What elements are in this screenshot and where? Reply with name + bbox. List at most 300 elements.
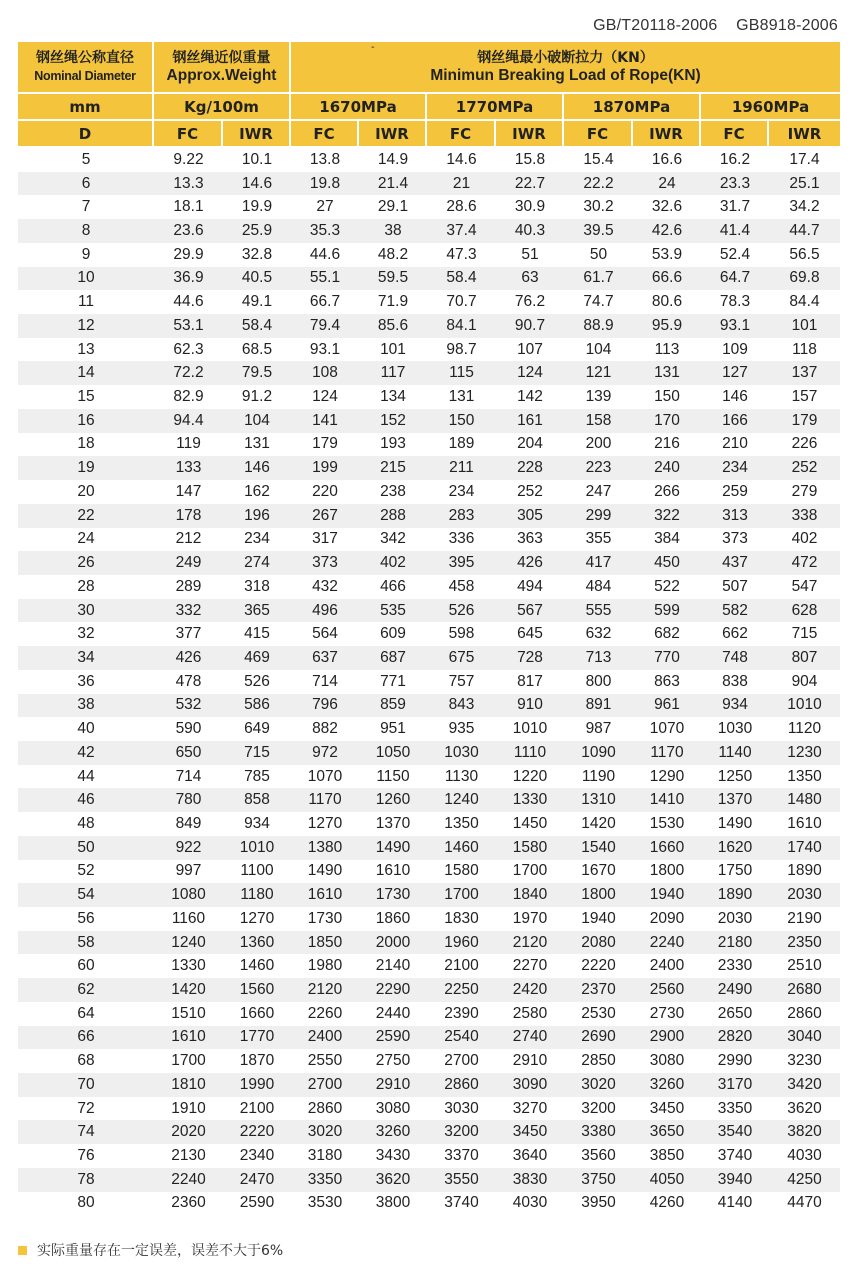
- value-cell: 3430: [359, 1144, 427, 1168]
- table-row: [18, 622, 840, 646]
- table-row: [18, 1168, 840, 1192]
- value-cell: 47.3: [427, 243, 496, 267]
- value-cell: 535: [359, 599, 427, 623]
- value-cell: 139: [564, 385, 633, 409]
- value-cell: 283: [427, 504, 496, 528]
- value-cell: 1730: [359, 883, 427, 907]
- value-cell: 137: [769, 361, 840, 385]
- value-cell: 238: [359, 480, 427, 504]
- value-cell: 1270: [223, 907, 291, 931]
- value-cell: 2220: [223, 1120, 291, 1144]
- value-cell: 94.4: [154, 409, 223, 433]
- value-cell: 3020: [564, 1073, 633, 1097]
- table-row: [18, 717, 840, 741]
- value-cell: 32.6: [633, 195, 701, 219]
- table-row: [18, 504, 840, 528]
- value-cell: 131: [427, 385, 496, 409]
- diameter-cell: 36: [18, 670, 154, 694]
- value-cell: 146: [223, 456, 291, 480]
- value-cell: 494: [496, 575, 564, 599]
- value-cell: 234: [223, 528, 291, 552]
- value-cell: 25.1: [769, 172, 840, 196]
- value-cell: 1240: [154, 931, 223, 955]
- value-cell: 1250: [701, 765, 769, 789]
- header-grade: 1870MPa: [564, 94, 701, 121]
- value-cell: 79.5: [223, 361, 291, 385]
- header-row-units: [18, 94, 840, 121]
- value-cell: 662: [701, 622, 769, 646]
- value-cell: 1990: [223, 1073, 291, 1097]
- header-diameter-cn: 钢丝绳公称直径: [36, 50, 134, 66]
- diameter-cell: 62: [18, 978, 154, 1002]
- value-cell: 53.9: [633, 243, 701, 267]
- value-cell: 757: [427, 670, 496, 694]
- value-cell: 166: [701, 409, 769, 433]
- table-row: [18, 978, 840, 1002]
- value-cell: 322: [633, 504, 701, 528]
- value-cell: 2820: [701, 1026, 769, 1050]
- value-cell: 1530: [633, 812, 701, 836]
- diameter-cell: 78: [18, 1168, 154, 1192]
- value-cell: 4030: [496, 1192, 564, 1216]
- value-cell: 2700: [291, 1073, 359, 1097]
- value-cell: 161: [496, 409, 564, 433]
- diameter-cell: 32: [18, 622, 154, 646]
- value-cell: 3030: [427, 1097, 496, 1121]
- value-cell: 22.2: [564, 172, 633, 196]
- value-cell: 2100: [427, 954, 496, 978]
- table-row: [18, 148, 840, 172]
- table-row: [18, 575, 840, 599]
- value-cell: 849: [154, 812, 223, 836]
- value-cell: 770: [633, 646, 701, 670]
- value-cell: 2510: [769, 954, 840, 978]
- value-cell: 58.4: [427, 267, 496, 291]
- value-cell: 332: [154, 599, 223, 623]
- value-cell: 951: [359, 717, 427, 741]
- value-cell: 1890: [769, 860, 840, 884]
- value-cell: 1460: [223, 954, 291, 978]
- value-cell: 2140: [359, 954, 427, 978]
- value-cell: 800: [564, 670, 633, 694]
- value-cell: 1460: [427, 836, 496, 860]
- value-cell: 146: [701, 385, 769, 409]
- value-cell: 363: [496, 528, 564, 552]
- header-unit-mm: mm: [18, 94, 154, 121]
- value-cell: 2130: [154, 1144, 223, 1168]
- diameter-cell: 8: [18, 219, 154, 243]
- value-cell: 44.6: [154, 290, 223, 314]
- value-cell: 1150: [359, 765, 427, 789]
- value-cell: 240: [633, 456, 701, 480]
- value-cell: 91.2: [223, 385, 291, 409]
- value-cell: 4140: [701, 1192, 769, 1216]
- value-cell: 935: [427, 717, 496, 741]
- diameter-cell: 44: [18, 765, 154, 789]
- value-cell: 133: [154, 456, 223, 480]
- value-cell: 2750: [359, 1049, 427, 1073]
- value-cell: 2550: [291, 1049, 359, 1073]
- value-cell: 2540: [427, 1026, 496, 1050]
- value-cell: 586: [223, 694, 291, 718]
- value-cell: 223: [564, 456, 633, 480]
- value-cell: 158: [564, 409, 633, 433]
- value-cell: 3820: [769, 1120, 840, 1144]
- value-cell: 101: [769, 314, 840, 338]
- value-cell: 150: [633, 385, 701, 409]
- value-cell: 19.9: [223, 195, 291, 219]
- value-cell: 193: [359, 433, 427, 457]
- value-cell: 934: [223, 812, 291, 836]
- diameter-cell: 6: [18, 172, 154, 196]
- value-cell: 1030: [427, 741, 496, 765]
- value-cell: 109: [701, 338, 769, 362]
- value-cell: 3740: [427, 1192, 496, 1216]
- value-cell: 1160: [154, 907, 223, 931]
- value-cell: 365: [223, 599, 291, 623]
- note-bullet-icon: [18, 1246, 27, 1255]
- value-cell: 532: [154, 694, 223, 718]
- value-cell: 313: [701, 504, 769, 528]
- value-cell: 590: [154, 717, 223, 741]
- value-cell: 1490: [359, 836, 427, 860]
- value-cell: 1610: [291, 883, 359, 907]
- value-cell: 458: [427, 575, 496, 599]
- value-cell: 1100: [223, 860, 291, 884]
- value-cell: 64.7: [701, 267, 769, 291]
- value-cell: 317: [291, 528, 359, 552]
- value-cell: 299: [564, 504, 633, 528]
- value-cell: 934: [701, 694, 769, 718]
- header-col-fc: FC: [427, 121, 496, 148]
- value-cell: 2700: [427, 1049, 496, 1073]
- table-row: [18, 694, 840, 718]
- value-cell: 16.2: [701, 148, 769, 172]
- value-cell: 178: [154, 504, 223, 528]
- value-cell: 1410: [633, 788, 701, 812]
- value-cell: 279: [769, 480, 840, 504]
- diameter-cell: 54: [18, 883, 154, 907]
- value-cell: 426: [496, 551, 564, 575]
- value-cell: 211: [427, 456, 496, 480]
- table-row: [18, 219, 840, 243]
- value-cell: 3270: [496, 1097, 564, 1121]
- diameter-cell: 52: [18, 860, 154, 884]
- value-cell: 1360: [223, 931, 291, 955]
- value-cell: 1660: [223, 1002, 291, 1026]
- diameter-cell: 22: [18, 504, 154, 528]
- value-cell: 44.7: [769, 219, 840, 243]
- value-cell: 113: [633, 338, 701, 362]
- header-breaking-cn: 钢丝绳最小破断拉力（KN）: [477, 50, 654, 66]
- value-cell: 450: [633, 551, 701, 575]
- table-row: [18, 314, 840, 338]
- value-cell: 3450: [496, 1120, 564, 1144]
- value-cell: 1940: [633, 883, 701, 907]
- header-col-d: D: [18, 121, 154, 148]
- value-cell: 3450: [633, 1097, 701, 1121]
- value-cell: 1890: [701, 883, 769, 907]
- value-cell: 1110: [496, 741, 564, 765]
- value-cell: 3620: [359, 1168, 427, 1192]
- value-cell: 121: [564, 361, 633, 385]
- value-cell: 1310: [564, 788, 633, 812]
- value-cell: 14.6: [223, 172, 291, 196]
- value-cell: 1370: [701, 788, 769, 812]
- table-row: [18, 1144, 840, 1168]
- table-row: [18, 1073, 840, 1097]
- value-cell: 1140: [701, 741, 769, 765]
- value-cell: 228: [496, 456, 564, 480]
- value-cell: 417: [564, 551, 633, 575]
- value-cell: 25.9: [223, 219, 291, 243]
- value-cell: 2250: [427, 978, 496, 1002]
- value-cell: 2860: [427, 1073, 496, 1097]
- value-cell: 355: [564, 528, 633, 552]
- value-cell: 15.8: [496, 148, 564, 172]
- value-cell: 95.9: [633, 314, 701, 338]
- value-cell: 215: [359, 456, 427, 480]
- value-cell: 715: [769, 622, 840, 646]
- value-cell: 1510: [154, 1002, 223, 1026]
- value-cell: 51: [496, 243, 564, 267]
- value-cell: 567: [496, 599, 564, 623]
- value-cell: 3560: [564, 1144, 633, 1168]
- value-cell: 117: [359, 361, 427, 385]
- value-cell: 650: [154, 741, 223, 765]
- value-cell: 3550: [427, 1168, 496, 1192]
- diameter-cell: 13: [18, 338, 154, 362]
- header-diameter-en: Nominal Diameter: [34, 69, 136, 83]
- value-cell: 2400: [633, 954, 701, 978]
- value-cell: 29.9: [154, 243, 223, 267]
- table-row: [18, 954, 840, 978]
- value-cell: 2400: [291, 1026, 359, 1050]
- header-weight-cn: 钢丝绳近似重量: [172, 50, 271, 66]
- value-cell: 79.4: [291, 314, 359, 338]
- value-cell: 645: [496, 622, 564, 646]
- value-cell: 384: [633, 528, 701, 552]
- value-cell: 466: [359, 575, 427, 599]
- value-cell: 4250: [769, 1168, 840, 1192]
- value-cell: 74.7: [564, 290, 633, 314]
- value-cell: 2370: [564, 978, 633, 1002]
- value-cell: 4030: [769, 1144, 840, 1168]
- value-cell: 1420: [564, 812, 633, 836]
- header-col-iwr: IWR: [359, 121, 427, 148]
- value-cell: 863: [633, 670, 701, 694]
- value-cell: 859: [359, 694, 427, 718]
- diameter-cell: 11: [18, 290, 154, 314]
- header-mark: -: [371, 42, 375, 53]
- value-cell: 289: [154, 575, 223, 599]
- value-cell: 3380: [564, 1120, 633, 1144]
- diameter-cell: 7: [18, 195, 154, 219]
- value-cell: 1450: [496, 812, 564, 836]
- diameter-cell: 10: [18, 267, 154, 291]
- value-cell: 2590: [359, 1026, 427, 1050]
- value-cell: 212: [154, 528, 223, 552]
- standard-code: GB/T20118-2006: [593, 17, 718, 34]
- value-cell: 1580: [496, 836, 564, 860]
- value-cell: 17.4: [769, 148, 840, 172]
- value-cell: 922: [154, 836, 223, 860]
- value-cell: 2020: [154, 1120, 223, 1144]
- table-row: [18, 409, 840, 433]
- diameter-cell: 42: [18, 741, 154, 765]
- rope-spec-table: [18, 42, 840, 1215]
- value-cell: 19.8: [291, 172, 359, 196]
- header-col-iwr: IWR: [769, 121, 840, 148]
- value-cell: 4050: [633, 1168, 701, 1192]
- value-cell: 1980: [291, 954, 359, 978]
- value-cell: 1850: [291, 931, 359, 955]
- value-cell: 1240: [427, 788, 496, 812]
- value-cell: 817: [496, 670, 564, 694]
- value-cell: 1830: [427, 907, 496, 931]
- value-cell: 2860: [291, 1097, 359, 1121]
- value-cell: 288: [359, 504, 427, 528]
- value-cell: 785: [223, 765, 291, 789]
- value-cell: 2850: [564, 1049, 633, 1073]
- value-cell: 118: [769, 338, 840, 362]
- table-row: [18, 243, 840, 267]
- value-cell: 220: [291, 480, 359, 504]
- value-cell: 189: [427, 433, 496, 457]
- value-cell: 1010: [496, 717, 564, 741]
- value-cell: 84.4: [769, 290, 840, 314]
- value-cell: 891: [564, 694, 633, 718]
- diameter-cell: 68: [18, 1049, 154, 1073]
- value-cell: 377: [154, 622, 223, 646]
- value-cell: 141: [291, 409, 359, 433]
- value-cell: 84.1: [427, 314, 496, 338]
- value-cell: 2390: [427, 1002, 496, 1026]
- value-cell: 3080: [633, 1049, 701, 1073]
- value-cell: 3020: [291, 1120, 359, 1144]
- table-row: [18, 646, 840, 670]
- value-cell: 1380: [291, 836, 359, 860]
- diameter-cell: 24: [18, 528, 154, 552]
- value-cell: 14.6: [427, 148, 496, 172]
- value-cell: 115: [427, 361, 496, 385]
- value-cell: 59.5: [359, 267, 427, 291]
- value-cell: 3350: [701, 1097, 769, 1121]
- diameter-cell: 38: [18, 694, 154, 718]
- value-cell: 266: [633, 480, 701, 504]
- value-cell: 649: [223, 717, 291, 741]
- value-cell: 101: [359, 338, 427, 362]
- value-cell: 3420: [769, 1073, 840, 1097]
- table-row: [18, 528, 840, 552]
- value-cell: 98.7: [427, 338, 496, 362]
- value-cell: 882: [291, 717, 359, 741]
- value-cell: 50: [564, 243, 633, 267]
- value-cell: 24: [633, 172, 701, 196]
- table-row: [18, 1026, 840, 1050]
- diameter-cell: 12: [18, 314, 154, 338]
- value-cell: 4260: [633, 1192, 701, 1216]
- value-cell: 3830: [496, 1168, 564, 1192]
- value-cell: 2680: [769, 978, 840, 1002]
- value-cell: 22.7: [496, 172, 564, 196]
- value-cell: 216: [633, 433, 701, 457]
- diameter-cell: 40: [18, 717, 154, 741]
- value-cell: 714: [291, 670, 359, 694]
- diameter-cell: 76: [18, 1144, 154, 1168]
- value-cell: 1170: [633, 741, 701, 765]
- table-row: [18, 1097, 840, 1121]
- value-cell: 3370: [427, 1144, 496, 1168]
- value-cell: 1610: [154, 1026, 223, 1050]
- value-cell: 2270: [496, 954, 564, 978]
- value-cell: 2330: [701, 954, 769, 978]
- diameter-cell: 64: [18, 1002, 154, 1026]
- value-cell: 598: [427, 622, 496, 646]
- value-cell: 582: [701, 599, 769, 623]
- value-cell: 843: [427, 694, 496, 718]
- value-cell: 234: [427, 480, 496, 504]
- value-cell: 342: [359, 528, 427, 552]
- value-cell: 13.3: [154, 172, 223, 196]
- value-cell: 85.6: [359, 314, 427, 338]
- value-cell: 37.4: [427, 219, 496, 243]
- diameter-cell: 50: [18, 836, 154, 860]
- value-cell: 152: [359, 409, 427, 433]
- table-row: [18, 860, 840, 884]
- header-col-fc: FC: [291, 121, 359, 148]
- value-cell: 526: [427, 599, 496, 623]
- value-cell: 1120: [769, 717, 840, 741]
- value-cell: 1740: [769, 836, 840, 860]
- table-row: [18, 836, 840, 860]
- value-cell: 162: [223, 480, 291, 504]
- value-cell: 1130: [427, 765, 496, 789]
- value-cell: 234: [701, 456, 769, 480]
- value-cell: 3650: [633, 1120, 701, 1144]
- value-cell: 247: [564, 480, 633, 504]
- diameter-cell: 20: [18, 480, 154, 504]
- value-cell: 2340: [223, 1144, 291, 1168]
- value-cell: 318: [223, 575, 291, 599]
- value-cell: 858: [223, 788, 291, 812]
- diameter-cell: 14: [18, 361, 154, 385]
- diameter-cell: 74: [18, 1120, 154, 1144]
- value-cell: 56.5: [769, 243, 840, 267]
- value-cell: 142: [496, 385, 564, 409]
- value-cell: 78.3: [701, 290, 769, 314]
- value-cell: 1560: [223, 978, 291, 1002]
- value-cell: 49.1: [223, 290, 291, 314]
- value-cell: 748: [701, 646, 769, 670]
- value-cell: 1960: [427, 931, 496, 955]
- table-row: [18, 741, 840, 765]
- table-row: [18, 1120, 840, 1144]
- value-cell: 10.1: [223, 148, 291, 172]
- header-weight-en: Approx.Weight: [166, 67, 277, 84]
- value-cell: 14.9: [359, 148, 427, 172]
- value-cell: 507: [701, 575, 769, 599]
- value-cell: 38: [359, 219, 427, 243]
- diameter-cell: 72: [18, 1097, 154, 1121]
- diameter-cell: 18: [18, 433, 154, 457]
- value-cell: 34.2: [769, 195, 840, 219]
- value-cell: 1910: [154, 1097, 223, 1121]
- value-cell: 3200: [564, 1097, 633, 1121]
- value-cell: 3850: [633, 1144, 701, 1168]
- value-cell: 210: [701, 433, 769, 457]
- value-cell: 336: [427, 528, 496, 552]
